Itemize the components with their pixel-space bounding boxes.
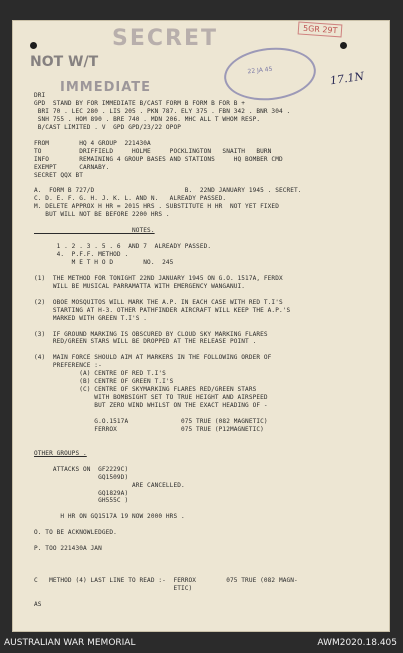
text-line: EXEMPT CARNABY.	[34, 163, 110, 171]
text-line: (4) MAIN FORCE SHOULD AIM AT MARKERS IN THE FOLLOWING ORDER OF	[34, 354, 272, 362]
handwritten-annotation: 17.1N	[329, 69, 365, 88]
text-line: GPD STAND BY FOR IMMEDIATE B/CAST FORM B FORM B FOR B +	[34, 99, 246, 107]
text-line: TO DRIFFIELD HOLME POCKLINGTON SNAITH BURN	[34, 147, 272, 155]
text-line: B/CAST LIMITED . V GPD GPD/23/22 OPOP	[34, 123, 181, 131]
text-line: STARTING AT H-3. OTHER PATHFINDER AIRCRAFT WILL KEEP THE A.P.'S	[34, 306, 291, 314]
text-line: P. TOO 221430A JAN	[34, 545, 102, 553]
footer-institution: AUSTRALIAN WAR MEMORIAL	[4, 638, 136, 648]
text-line: PREFERENCE :-	[34, 362, 102, 370]
text-line: NOTES.	[34, 227, 155, 235]
text-line: SNH 755 . HOM 890 . BRE 740 . MDN 206. MHC ALL T WHOM RESP.	[34, 115, 261, 123]
text-line: WILL BE MUSICAL PARRAMATTA WITH EMERGENCY WANGANUI.	[34, 282, 246, 290]
text-line: ARE CANCELLED.	[34, 481, 185, 489]
text-line: MARKED WITH GREEN T.I'S .	[34, 314, 148, 322]
text-line: GQ1829A)	[34, 489, 129, 497]
text-line: C METHOD (4) LAST LINE TO READ :- FERROX 075 TRUE (082 MAGN-	[34, 576, 298, 584]
text-line: BUT ZERO WIND WHILST ON THE EXACT HEADING OF -	[34, 402, 268, 410]
date-stamp-text: 22 JA 45	[247, 65, 273, 76]
text-line: GH555C )	[34, 497, 129, 505]
text-line: RED/GREEN STARS WILL BE DROPPED AT THE RELEASE POINT .	[34, 338, 257, 346]
punch-hole-left	[30, 42, 37, 49]
punch-hole-right	[340, 42, 347, 49]
text-line: (2) OBOE MOSQUITOS WILL MARK THE A.P. IN EACH CASE WITH RED T.I'S	[34, 298, 283, 306]
text-line: M. DELETE APPROX H HR = 2015 HRS . SUBSTITUTE H HR NOT YET FIXED	[34, 203, 279, 211]
secret-stamp: SECRET	[112, 26, 218, 51]
document-sheet	[12, 20, 390, 632]
text-line: FERROX 075 TRUE (P12MAGNETIC)	[34, 425, 264, 433]
not-wt-stamp: NOT W/T	[30, 54, 99, 70]
text-line: INFO REMAINING 4 GROUP BASES AND STATIONS HQ BOMBER CMD	[34, 155, 283, 163]
text-line: 1 . 2 . 3 . 5 . 6 AND 7 ALREADY PASSED.	[34, 243, 212, 251]
date-received-stamp	[222, 43, 319, 104]
text-line: A. FORM B 727/D B. 22ND JANUARY 1945 . SECRET.	[34, 187, 302, 195]
text-line: 4. P.F.F. METHOD .	[34, 251, 129, 258]
text-line: DRI	[34, 92, 46, 99]
text-line: OTHER GROUPS .	[34, 449, 87, 457]
text-line: (3) IF GROUND MARKING IS OBSCURED BY CLOUD SKY MARKING FLARES	[34, 330, 268, 338]
text-line: C. D. E. F. G. H. J. K. L. AND N. ALREADY PASSED.	[34, 195, 227, 203]
text-line: BRI 70 . LEC 280 . LIS 205 . PKN 787. ELY 375 . FBN 342 . BNR 304 .	[34, 107, 291, 115]
text-line: O. TO BE ACKNOWLEDGED.	[34, 529, 117, 537]
text-line: AS	[34, 600, 42, 608]
text-line: GQ1509D)	[34, 473, 129, 481]
red-reference-stamp: 5GR 29T	[298, 21, 343, 37]
text-line: SECRET QQX BT	[34, 171, 83, 179]
text-line: WITH BOMBSIGHT SET TO TRUE HEIGHT AND AIRSPEED	[34, 394, 268, 402]
text-line: (1) THE METHOD FOR TONIGHT 22ND JANUARY 1945 ON G.O. 1517A, FERDX	[34, 274, 283, 282]
footer-accession-number: AWM2020.18.405	[317, 638, 397, 648]
text-line: M E T H O D NO. 245	[34, 258, 174, 266]
text-line: (C) CENTRE OF SKYMARKING FLARES RED/GREEN STARS	[34, 386, 257, 394]
text-line: ATTACKS ON GF2229C)	[34, 465, 129, 473]
text-line: FROM HQ 4 GROUP 221430A	[34, 139, 151, 147]
text-line: G.O.1517A 075 TRUE (082 MAGNETIC)	[34, 417, 268, 425]
immediate-stamp: IMMEDIATE	[60, 80, 152, 95]
text-line: H HR ON GQ1517A 19 NOW 2000 HRS .	[34, 513, 185, 521]
text-line: (A) CENTRE OF RED T.I'S	[34, 370, 166, 378]
text-line: (B) CENTRE OF GREEN T.I'S	[34, 378, 174, 386]
text-line: ETIC)	[34, 584, 193, 592]
text-line: BUT WILL NOT BE BEFORE 2200 HRS .	[34, 211, 170, 219]
